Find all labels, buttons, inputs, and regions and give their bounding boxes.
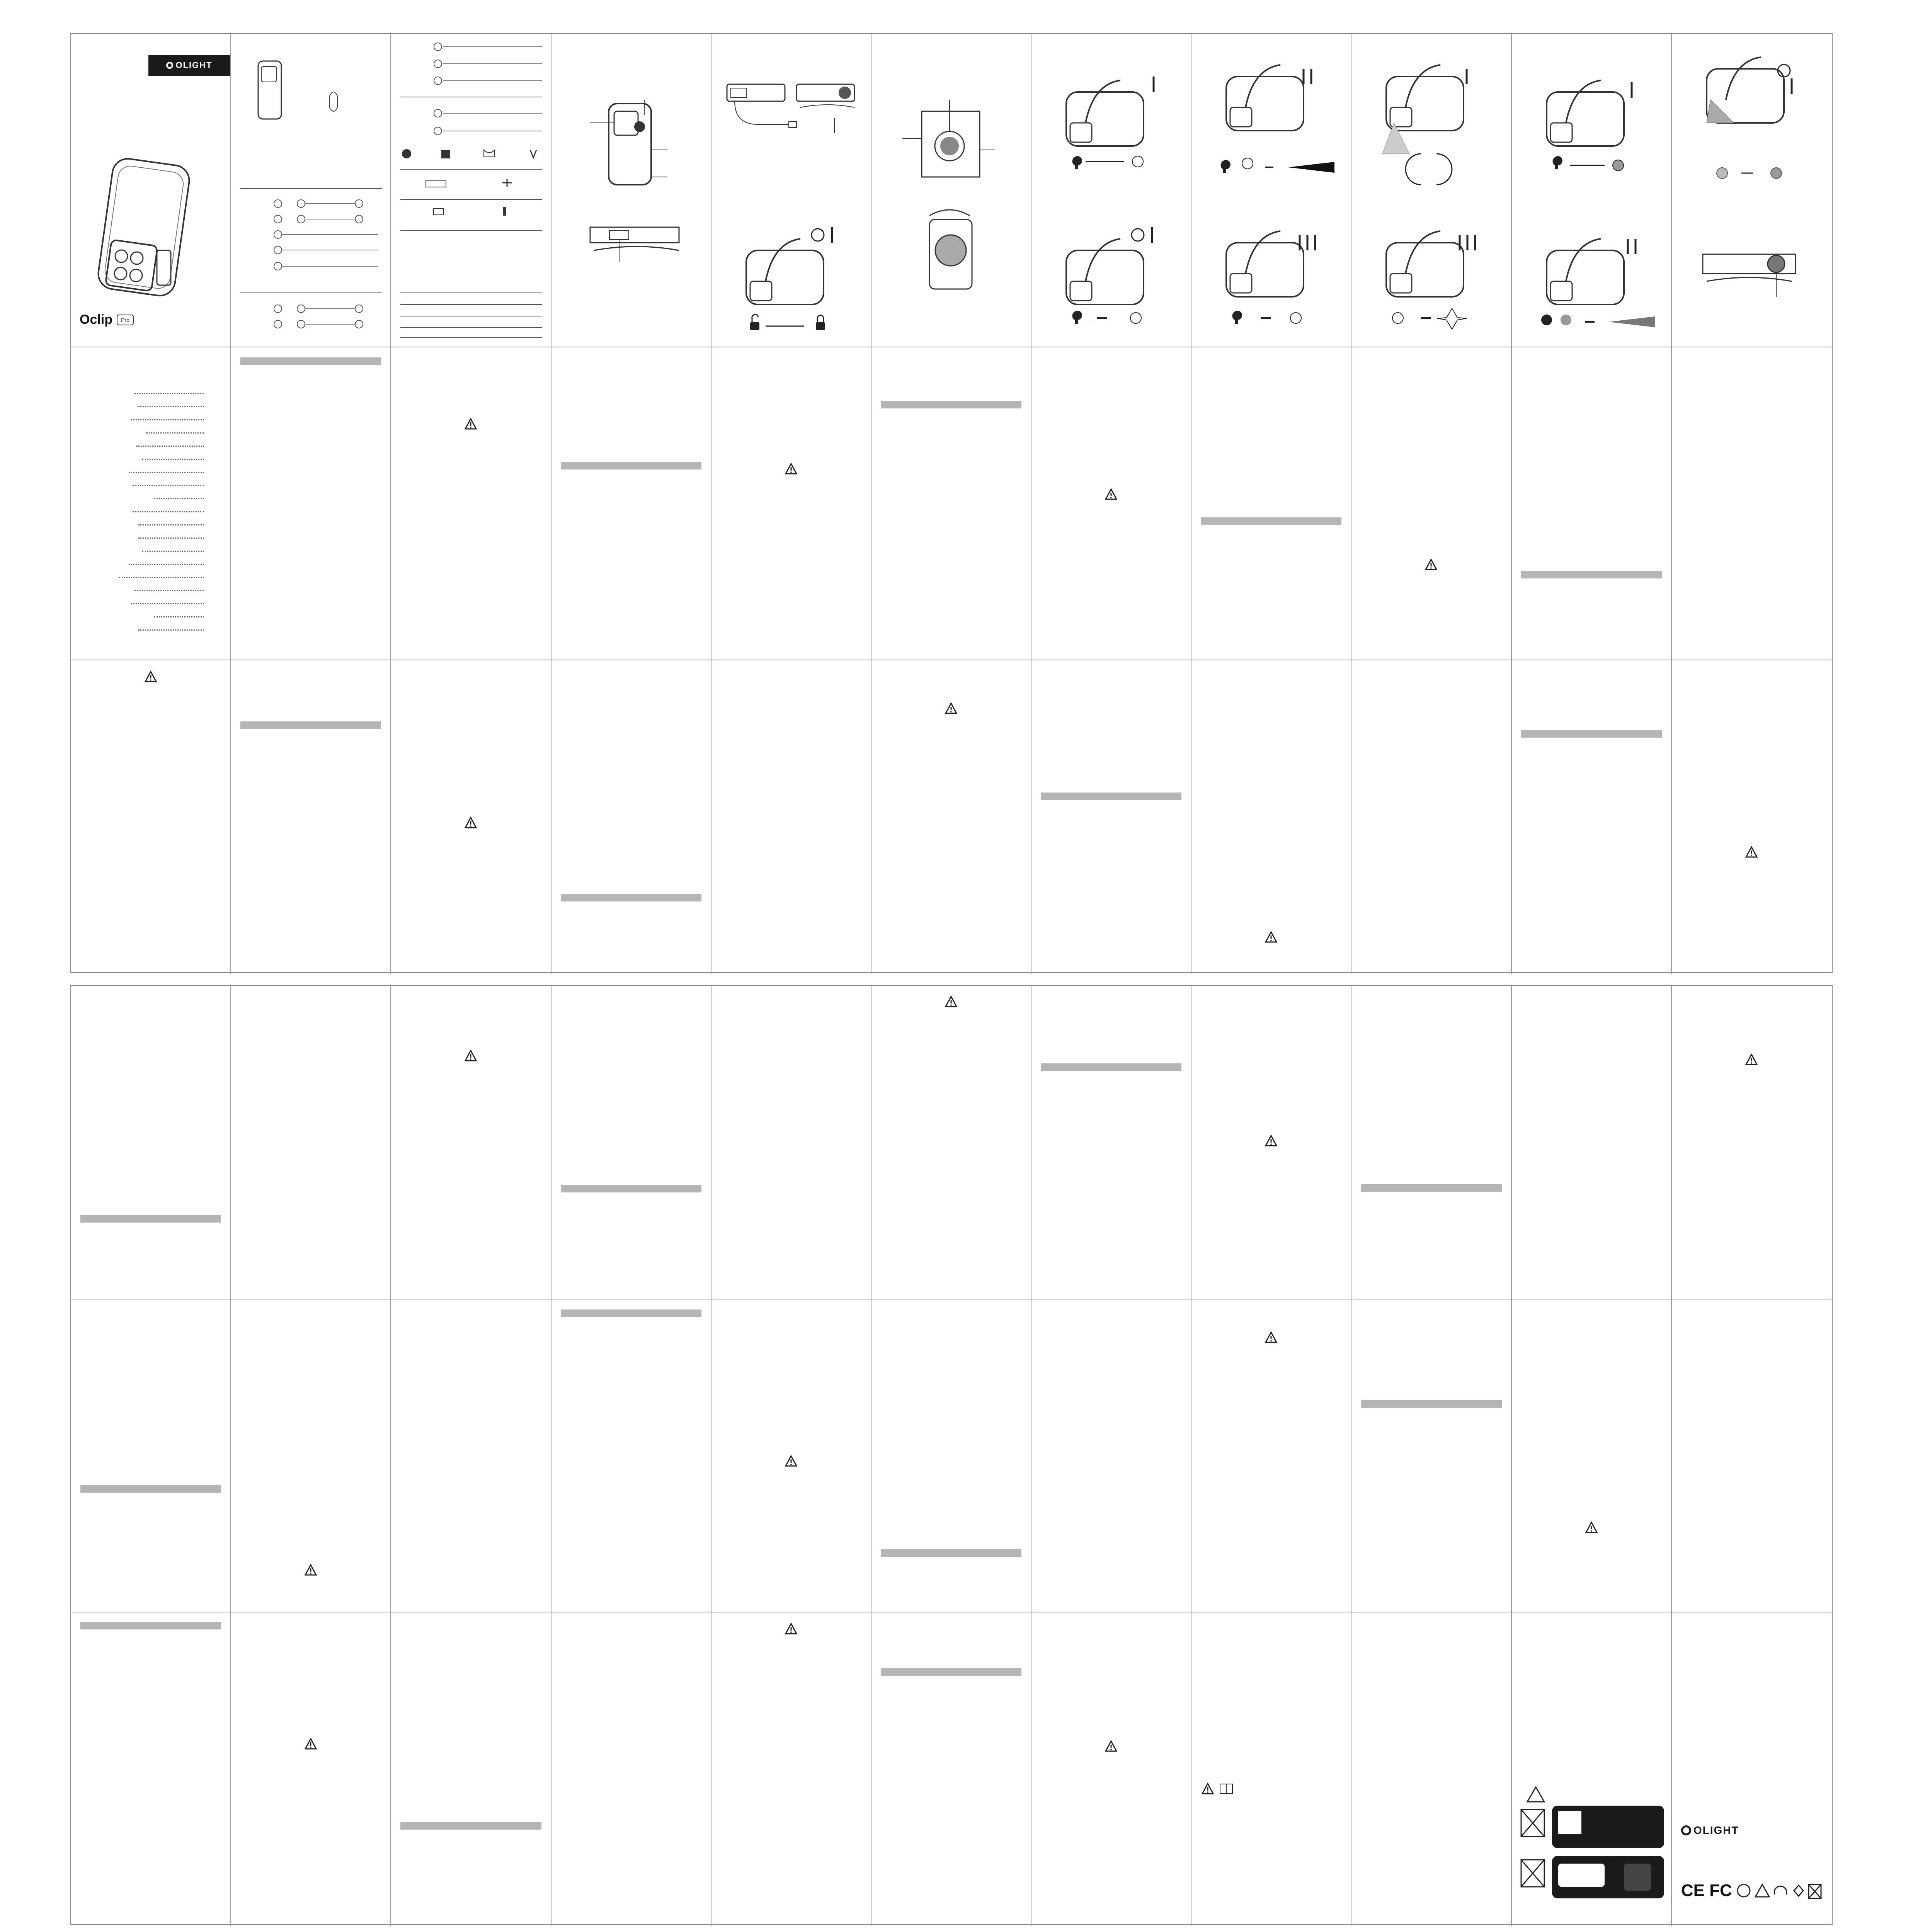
compliance-symbols-icon — [1736, 1879, 1825, 1902]
index-leader — [134, 393, 204, 395]
spec-line — [305, 324, 355, 325]
section-heading-bar — [561, 894, 701, 901]
contents-index-panel — [71, 347, 231, 660]
cover-panel — [71, 34, 231, 347]
section-heading-bar — [1361, 1400, 1501, 1408]
section-heading-bar — [1521, 730, 1662, 738]
section-heading-bar — [561, 1310, 701, 1317]
manual-book-icon — [1219, 1783, 1233, 1794]
operation-brightness-panel — [1512, 34, 1672, 347]
text-panel — [1191, 1612, 1351, 1926]
brand-logo: OLIGHT — [148, 55, 230, 76]
spec-circle — [297, 199, 305, 208]
index-leader — [129, 472, 204, 474]
charging-lock-panel — [711, 34, 871, 347]
section-heading-bar — [881, 1668, 1021, 1676]
text-panel — [1672, 660, 1832, 974]
recycling-labels — [1512, 1612, 1672, 1926]
text-panel — [231, 1612, 391, 1926]
spec-circle — [274, 199, 282, 208]
index-leader — [133, 511, 204, 513]
text-panel — [1191, 347, 1351, 660]
text-panel — [551, 986, 711, 1299]
text-panel — [231, 1299, 391, 1612]
onoff-illustration — [1031, 34, 1191, 347]
section-heading-bar — [240, 721, 381, 729]
index-leader — [138, 629, 204, 631]
manual-sheet-back — [70, 985, 1833, 1925]
text-panel — [1191, 660, 1351, 974]
section-heading-bar — [240, 357, 381, 365]
product-overview-illustration — [551, 34, 711, 347]
product-overview-panel — [551, 34, 711, 347]
section-heading-bar — [400, 1822, 541, 1830]
index-leader — [154, 498, 204, 500]
text-panel — [1031, 1612, 1191, 1926]
text-panel — [551, 1299, 711, 1612]
section-heading-bar — [881, 401, 1021, 408]
section-heading-bar — [1201, 517, 1341, 525]
product-name: Oclip — [80, 312, 113, 327]
section-heading-bar — [80, 1215, 221, 1223]
text-panel — [391, 1299, 551, 1612]
text-panel — [1191, 986, 1351, 1299]
spec-line — [305, 203, 355, 204]
text-panel — [551, 347, 711, 660]
index-leader — [136, 446, 204, 447]
spec-circle — [274, 246, 282, 254]
magnetic-dial-illustration — [871, 34, 1031, 347]
text-panel — [1031, 1299, 1191, 1612]
text-panel — [551, 1612, 711, 1926]
spec-circle — [355, 320, 363, 328]
text-panel — [711, 660, 871, 974]
text-panel — [231, 660, 391, 974]
index-leader — [134, 590, 204, 592]
text-panel — [1351, 660, 1511, 974]
text-panel — [391, 986, 551, 1299]
text-panel — [1672, 1299, 1832, 1612]
text-panel — [71, 1612, 231, 1926]
spec-circle — [274, 215, 282, 223]
text-panel — [1351, 986, 1511, 1299]
section-heading-bar — [1041, 793, 1181, 800]
section-heading-bar — [561, 1185, 701, 1192]
text-panel — [1351, 1612, 1511, 1926]
text-panel — [871, 660, 1031, 974]
manual-sheet-front — [70, 33, 1833, 973]
operation-timer-panel — [1672, 34, 1832, 347]
charging-lock-illustration — [711, 34, 871, 347]
operation-onoff-panel — [1031, 34, 1191, 347]
section-heading-bar — [80, 1485, 221, 1493]
spec-circle — [274, 230, 282, 239]
text-panel — [71, 660, 231, 974]
text-panel — [391, 660, 551, 974]
text-panel — [71, 986, 231, 1299]
product-badge: Pro — [117, 315, 134, 325]
flashlight-illustration — [71, 34, 231, 347]
index-leader — [142, 551, 204, 553]
specifications-panel — [391, 34, 551, 347]
section-heading-bar — [1521, 571, 1662, 578]
ce-fcc-marks: CE FC — [1681, 1881, 1732, 1900]
text-panel — [1512, 1299, 1672, 1612]
red-light-illustration — [1351, 34, 1511, 347]
text-panel — [711, 1299, 871, 1612]
spec-circle — [297, 215, 305, 223]
text-panel — [1031, 660, 1191, 974]
spec-circle — [297, 304, 305, 313]
text-panel — [871, 1299, 1031, 1612]
index-leader — [119, 577, 204, 579]
package-contents-panel — [231, 34, 391, 347]
text-panel — [1672, 986, 1832, 1299]
text-panel — [391, 347, 551, 660]
text-panel — [711, 347, 871, 660]
text-panel — [1031, 347, 1191, 660]
text-panel — [1512, 660, 1672, 974]
spec-circle — [355, 199, 363, 208]
spec-circle — [355, 215, 363, 223]
index-leader — [146, 432, 204, 434]
brand-logo-back: OLIGHT — [1681, 1824, 1739, 1837]
magnetic-dial-panel — [871, 34, 1031, 347]
text-panel — [1351, 1299, 1511, 1612]
spec-circle — [355, 304, 363, 313]
text-panel — [1512, 986, 1672, 1299]
index-leader — [138, 537, 204, 539]
text-panel — [1191, 1299, 1351, 1612]
spec-line — [305, 308, 355, 309]
section-heading-bar — [561, 462, 701, 469]
index-leader — [131, 603, 204, 605]
spec-circle — [274, 262, 282, 270]
back-cover-panel — [1672, 1612, 1832, 1926]
package-contents-illustration — [231, 34, 391, 347]
index-leader — [154, 616, 204, 618]
spec-icons — [391, 34, 551, 347]
operation-red-panel — [1351, 34, 1511, 347]
text-panel — [871, 1612, 1031, 1926]
brightness-illustration — [1512, 34, 1672, 347]
text-panel — [871, 347, 1031, 660]
text-panel — [231, 347, 391, 660]
certification-marks — [1681, 1879, 1825, 1902]
text-panel — [711, 1612, 871, 1926]
section-heading-bar — [881, 1549, 1021, 1557]
text-panel — [871, 986, 1031, 1299]
text-panel — [711, 986, 871, 1299]
index-leader — [131, 419, 204, 421]
recycling-info-panel — [1512, 1612, 1672, 1926]
spec-circle — [274, 320, 282, 328]
text-panel — [1031, 986, 1191, 1299]
section-heading-bar — [1361, 1184, 1501, 1192]
spec-line — [281, 234, 378, 235]
section-heading-bar — [1041, 1063, 1181, 1071]
index-leader — [133, 485, 204, 487]
operation-beam-panel — [1191, 34, 1351, 347]
text-panel — [71, 1299, 231, 1612]
index-leader — [129, 564, 204, 566]
spec-circle — [274, 304, 282, 313]
text-panel — [551, 660, 711, 974]
text-panel — [1512, 347, 1672, 660]
text-panel — [1351, 347, 1511, 660]
timer-illustration — [1672, 34, 1832, 347]
spec-line — [281, 266, 378, 267]
index-leader — [138, 524, 204, 526]
text-panel — [391, 1612, 551, 1926]
beam-illustration — [1191, 34, 1351, 347]
section-heading-bar — [80, 1622, 221, 1629]
spec-circle — [297, 320, 305, 328]
text-panel — [231, 986, 391, 1299]
text-panel — [1672, 347, 1832, 660]
index-leader — [138, 406, 204, 408]
index-leader — [142, 459, 204, 461]
